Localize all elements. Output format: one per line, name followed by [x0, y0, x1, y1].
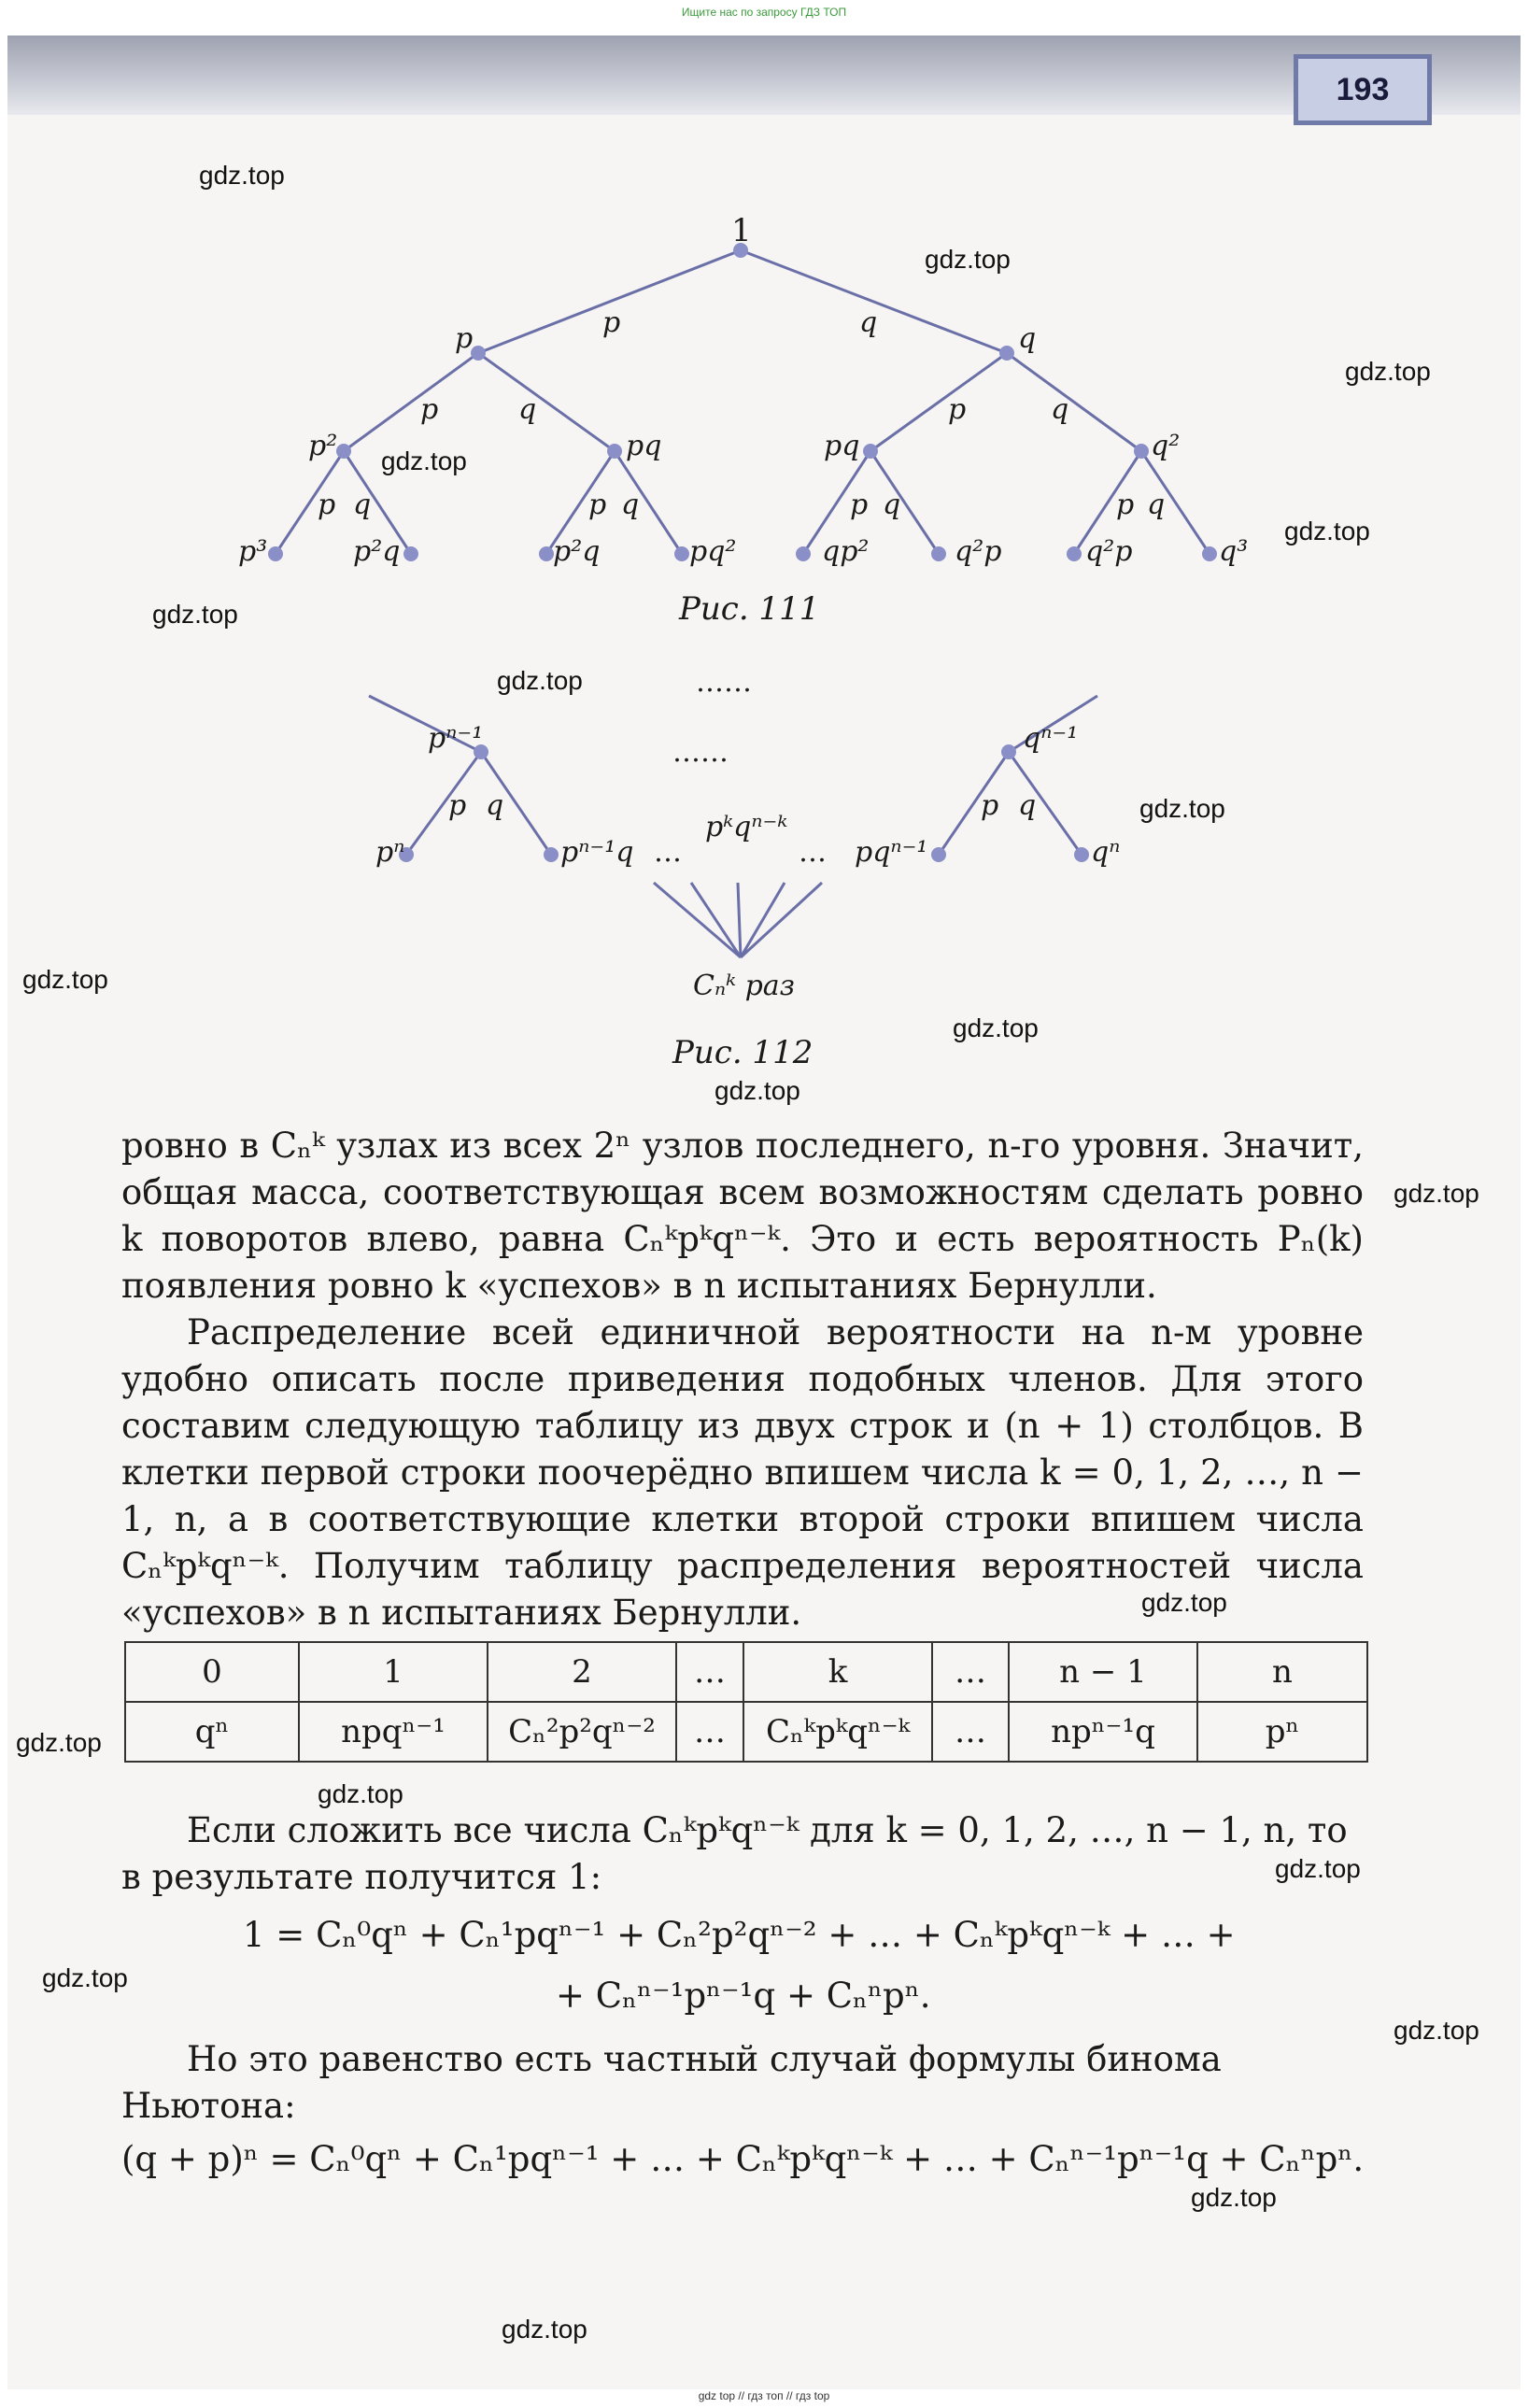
dots-label: …… — [696, 666, 752, 699]
edge-label: p — [981, 789, 999, 822]
watermark: gdz.top — [502, 2315, 587, 2344]
table-cell: 2 — [488, 1642, 676, 1702]
watermark: gdz.top — [1345, 357, 1431, 386]
edge-label: q — [621, 489, 640, 521]
edge-label: q — [353, 489, 372, 521]
bottom-links[interactable]: gdz top // гдз топ // гдз top — [698, 2389, 830, 2402]
node-label: p² — [308, 430, 338, 462]
watermark: gdz.top — [1284, 517, 1370, 545]
table-cell: n − 1 — [1009, 1642, 1197, 1702]
edge-label: q — [859, 306, 878, 339]
edge-label: p — [448, 789, 467, 822]
leaf-label: pⁿ — [375, 836, 405, 869]
text-block: Распределение всей единичной вероятности на n-м уровне удобно описать после приведения подобных членов. Для этого составим следующую таблицу из двух строк и (n + 1) столбцов. В клетки первой строки поочерёдно впишем числа k = 0, 1, 2, …, n − 1, n, а в соответствующие клетки второй строки впишем числа Cₙᵏpᵏqⁿ⁻ᵏ. Получим таблицу распределения вероятностей числа «успехов» в n испытаниях Бернулли. — [121, 1312, 1364, 1633]
table-cell: … — [932, 1702, 1009, 1762]
table-cell: … — [676, 1702, 743, 1762]
node-label: qⁿ⁻¹ — [1023, 722, 1079, 755]
edge-label: q — [1018, 789, 1037, 822]
table-cell: 1 — [299, 1642, 488, 1702]
watermark: gdz.top — [199, 161, 285, 190]
table-cell: npⁿ⁻¹q — [1009, 1702, 1197, 1762]
figure-111-caption: Рис. 111 — [679, 590, 820, 628]
watermark: gdz.top — [1191, 2183, 1277, 2212]
distribution-table — [124, 1641, 1368, 1763]
watermark: gdz.top — [714, 1076, 800, 1105]
leaf-label: pⁿ⁻¹q — [560, 836, 634, 869]
watermark: gdz.top — [318, 1779, 403, 1808]
leaf-label: p²q — [553, 535, 601, 568]
paragraph-4 — [121, 2036, 1364, 2130]
edge-label: p — [948, 393, 967, 426]
leaf-label: q²p — [955, 535, 1002, 568]
watermark: gdz.top — [381, 446, 467, 475]
table-cell: pⁿ — [1197, 1702, 1367, 1762]
leaf-label: p²q — [353, 535, 401, 568]
watermark: gdz.top — [953, 1013, 1039, 1042]
leaf-label: pq² — [689, 535, 737, 568]
watermark: gdz.top — [16, 1728, 102, 1757]
edge-label: p — [588, 489, 607, 521]
text-block: Но это равенство есть частный случай формулы бинома Ньютона: — [121, 2039, 1222, 2126]
edge-label: p — [420, 393, 439, 426]
leaf-label: p³ — [238, 535, 268, 568]
watermark: gdz.top — [1394, 2016, 1479, 2045]
table-cell: … — [676, 1642, 743, 1702]
ellipsis: … — [654, 836, 682, 869]
edge-label: p — [602, 306, 621, 339]
text-block: Если сложить все числа Cₙᵏpᵏqⁿ⁻ᵏ для k = 0, 1, 2, …, n − 1, n, то в результате получится 1: — [121, 1810, 1348, 1897]
formula-sum-cont: + Cₙⁿ⁻¹pⁿ⁻¹q + Cₙⁿpⁿ. — [556, 1976, 931, 2016]
table-cell: n — [1197, 1642, 1367, 1702]
table-cell: 0 — [125, 1642, 299, 1702]
text-block: ровно в Cₙᵏ узлах из всех 2ⁿ узлов последнего, n-го уровня. Значит, общая масса, соответствующая всем возможностям сделать ровно k поворотов влево, равна Cₙᵏpᵏqⁿ⁻ᵏ. Это и есть вероятность Pₙ(k) появления ровно k «успехов» в n испытаниях Бернулли. — [121, 1126, 1364, 1306]
table-cell: Cₙᵏpᵏqⁿ⁻ᵏ — [743, 1702, 932, 1762]
node-label: pq — [824, 430, 860, 462]
node-label: p — [455, 322, 474, 355]
leaf-label: pqⁿ⁻¹ — [855, 836, 928, 869]
edge-label: q — [1147, 489, 1166, 521]
node-label: pq — [626, 430, 662, 462]
node-label: q — [1018, 322, 1037, 355]
ellipsis: … — [799, 836, 827, 869]
edge-label: p — [1116, 489, 1135, 521]
leaf-label: pᵏqⁿ⁻ᵏ — [705, 811, 788, 843]
node-label: pⁿ⁻¹ — [428, 722, 484, 755]
leaf-label: q²p — [1085, 535, 1133, 568]
edge-label: p — [318, 489, 336, 521]
watermark: gdz.top — [22, 965, 108, 994]
table-cell: … — [932, 1642, 1009, 1702]
watermark: gdz.top — [42, 1963, 128, 1992]
watermark: gdz.top — [1141, 1588, 1227, 1617]
edge-label: p — [850, 489, 869, 521]
edge-label: q — [486, 789, 504, 822]
top-search-hint[interactable]: Ищите нас по запросу ГДЗ ТОП — [681, 6, 847, 19]
edge-label: q — [1051, 393, 1069, 426]
leaf-label: qⁿ — [1091, 836, 1121, 869]
page-number: 193 — [1294, 54, 1432, 125]
table-cell: Cₙ²p²qⁿ⁻² — [488, 1702, 676, 1762]
table-row — [125, 1642, 1367, 1702]
leaf-label: qp² — [822, 535, 870, 568]
watermark: gdz.top — [1139, 794, 1225, 823]
count-label: Cₙᵏ раз — [693, 970, 796, 1002]
watermark: gdz.top — [925, 245, 1011, 274]
edge-label: q — [518, 393, 537, 426]
edge-label: q — [883, 489, 901, 521]
table-cell: qⁿ — [125, 1702, 299, 1762]
formula-binomial: (q + p)ⁿ = Cₙ⁰qⁿ + Cₙ¹pqⁿ⁻¹ + … + Cₙᵏpᵏqⁿ⁻ᵏ + … + Cₙⁿ⁻¹pⁿ⁻¹q + Cₙⁿpⁿ. — [121, 2139, 1365, 2179]
dots-label: …… — [672, 736, 729, 769]
table-cell: npqⁿ⁻¹ — [299, 1702, 488, 1762]
formula-sum: 1 = Cₙ⁰qⁿ + Cₙ¹pqⁿ⁻¹ + Cₙ²p²qⁿ⁻² + … + Cₙᵏpᵏqⁿ⁻ᵏ + … + — [243, 1915, 1236, 1955]
table-row — [125, 1702, 1367, 1762]
figure-112-caption: Рис. 112 — [672, 1034, 814, 1071]
node-label: q² — [1151, 430, 1181, 462]
watermark: gdz.top — [497, 666, 583, 695]
watermark: gdz.top — [152, 600, 238, 629]
paragraph-1 — [121, 1123, 1364, 1310]
root-label: 1 — [731, 212, 752, 249]
leaf-label: q³ — [1219, 535, 1249, 568]
table-cell: k — [743, 1642, 932, 1702]
paragraph-3 — [121, 1807, 1364, 1901]
watermark: gdz.top — [1394, 1179, 1479, 1208]
watermark: gdz.top — [1275, 1854, 1361, 1883]
